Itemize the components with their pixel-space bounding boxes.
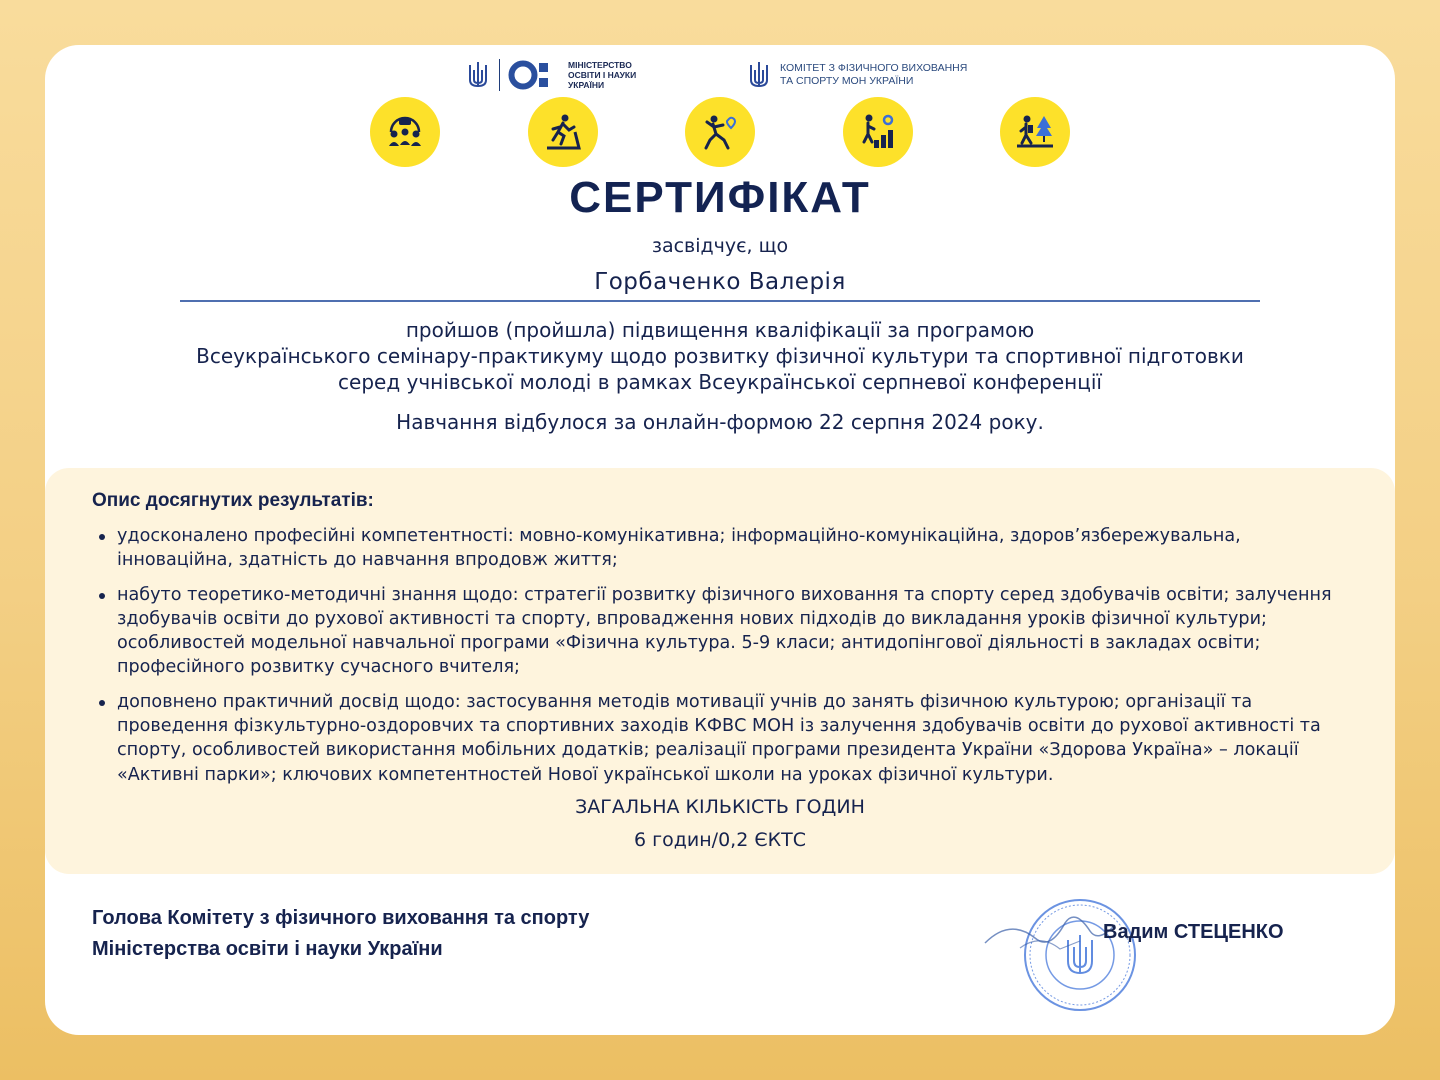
name-underline: [180, 300, 1260, 302]
results-heading: Опис досягнутих результатів:: [92, 490, 374, 511]
handwritten-signature: [980, 903, 1120, 963]
signer-name: Вадим СТЕЦЕНКО: [1103, 921, 1284, 943]
list-item: удосконалено професійні компетентності: мовно-комунікативна; інформаційно-комунікаційна, здоров’язбережувальна, інноваційна, здатність до навчання впродовж життя;: [97, 524, 1357, 573]
certificate-title: СЕРТИФІКАТ: [569, 173, 871, 222]
program-description: [45, 317, 1395, 395]
trident-icon: [467, 60, 489, 90]
recipient-name: Горбаченко Валерія: [594, 269, 846, 295]
list-item: набуто теоретико-методичні знання щодо: стратегії розвитку фізичного виховання та спорту серед здобувачів освіти; залучення здобувачів освіти до рухової активності та спорту, впровадження нових підходів до викладання уроків фізичної культури; особливостей модельної навчальної програми «Фізична культура. 5-9 класи; антидопінгової діяльності в закладах освіти; професійного розвитку сучасного вчителя;: [97, 583, 1357, 680]
committee-name: КОМІТЕТ З ФІЗИЧНОГО ВИХОВАННЯ ТА СПОРТУ МОН УКРАЇНИ: [780, 62, 968, 87]
signer-position: [92, 903, 589, 965]
logo-row: [45, 51, 1395, 99]
ministry-logo: [467, 51, 636, 99]
certificate-subtitle: засвідчує, що: [651, 235, 789, 257]
list-item: доповнено практичний досвід щодо: застосування методів мотивації учнів до занять фізичною культурою; організації та проведення фізкультурно-оздоровчих та спортивних заходів КФВС МОН із залучення здобувачів освіти до рухової активності та спорту, особливостей використання мобільних додатків; реалізації програми президента України «Здорова Україна» – локації «Активні парки»; ключових компетентностей Нової української школи на уроках фізичної культури.: [97, 690, 1357, 787]
program-line: Всеукраїнського семінару-практикуму щодо розвитку фізичної культури та спортивної підготовки: [196, 344, 1244, 368]
logo-separator: [499, 59, 500, 91]
certificate-card: [45, 45, 1395, 1035]
position-line: Міністерства освіти і науки України: [92, 938, 443, 960]
treadmill-runner-icon: [528, 97, 598, 167]
group-discussion-icon: [370, 97, 440, 167]
committee-logo: [748, 51, 967, 99]
trident-icon: [748, 60, 770, 90]
results-list: [97, 524, 1357, 797]
progress-chart-icon: [843, 97, 913, 167]
position-line: Голова Комітету з фізичного виховання та спорту: [92, 907, 590, 929]
icon-row: [45, 97, 1395, 169]
program-line: серед учнівської молоді в рамках Всеукраїнської серпневої конференції: [338, 370, 1102, 394]
program-line: пройшов (пройшла) підвищення кваліфікації за програмою: [405, 318, 1035, 342]
results-panel: [45, 468, 1395, 874]
mon-emblem-icon: [508, 59, 558, 91]
hiker-tree-icon: [1000, 97, 1070, 167]
total-hours-value: 6 годин/0,2 ЄКТС: [634, 829, 806, 851]
training-info: Навчання відбулося за онлайн-формою 22 серпня 2024 року.: [396, 410, 1044, 434]
athlete-heart-icon: [685, 97, 755, 167]
ministry-name: МІНІСТЕРСТВО ОСВІТИ І НАУКИ УКРАЇНИ: [568, 60, 637, 90]
total-hours-label: ЗАГАЛЬНА КІЛЬКІСТЬ ГОДИН: [575, 796, 865, 818]
